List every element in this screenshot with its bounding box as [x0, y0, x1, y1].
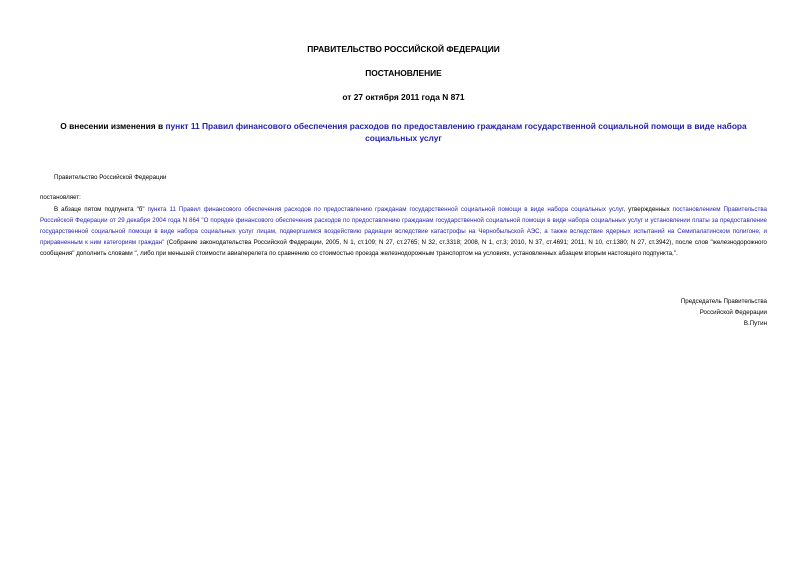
body-part-2: , утвержденных: [623, 206, 673, 213]
title-link-punkt-11[interactable]: пункт 11 Правил финансового обеспечения расходов по предоставлению гражданам государственной социальной помощи в виде набора социальных услуг: [165, 121, 747, 143]
signature-name: В.Путин: [743, 320, 767, 327]
title-prefix: О внесении изменения в: [60, 121, 166, 131]
signature-position-line2: Российской Федерации: [699, 309, 767, 316]
body-part-1: В абзаце пятом подпункта "б": [54, 206, 148, 213]
body-link-punkt-11[interactable]: пункта 11 Правил финансового обеспечения расходов по предоставлению гражданам государственной социальной помощи в виде набора социальных услуг: [147, 206, 624, 213]
date-number-heading: от 27 октября 2011 года N 871: [342, 92, 465, 102]
document-title: [40, 121, 767, 144]
document-type-heading: ПОСТАНОВЛЕНИЕ: [365, 68, 442, 78]
decides-text: постановляет:: [40, 194, 81, 201]
body-paragraph: [40, 204, 767, 259]
body-link-postanovlenie-864[interactable]: постановлением Правительства Российской Федерации от 29 декабря 2004 года N 864 "О порядке финансового обеспечения расходов по предоставлению гражданам государственной социальной помощи в виде набора социальных услуг и установлении платы за предоставление государственной социальной помощи в виде набора социальных услуг лицам, подвергшимся воздействию радиации вследствие катастрофы на Чернобыльской АЭС, а также вследствие ядерных испытаний на Семипалатинском полигоне, и приравненным к ним категориям граждан": [40, 206, 767, 246]
government-heading: ПРАВИТЕЛЬСТВО РОССИЙСКОЙ ФЕДЕРАЦИИ: [307, 44, 500, 54]
issuer-text: Правительство Российской Федерации: [54, 174, 167, 181]
signature-position-line1: Председатель Правительства: [680, 298, 767, 305]
body-part-3: (Собрание законодательства Российской Федерации, 2005, N 1, ст.109; N 27, ст.2765; N 32, ст.3318; 2008, N 1, ст.3; 2010, N 37, ст.4691; 2011, N 10, ст.1380; N 27, ст.3942), после слов "железнодорожного сообщения" дополнить словами ", либо при меньшей стоимости авиаперелета по сравнению со стоимостью проезда железнодорожным транспортом на условиях, установленных абзацем вторым настоящего подпункта,".: [40, 239, 768, 257]
